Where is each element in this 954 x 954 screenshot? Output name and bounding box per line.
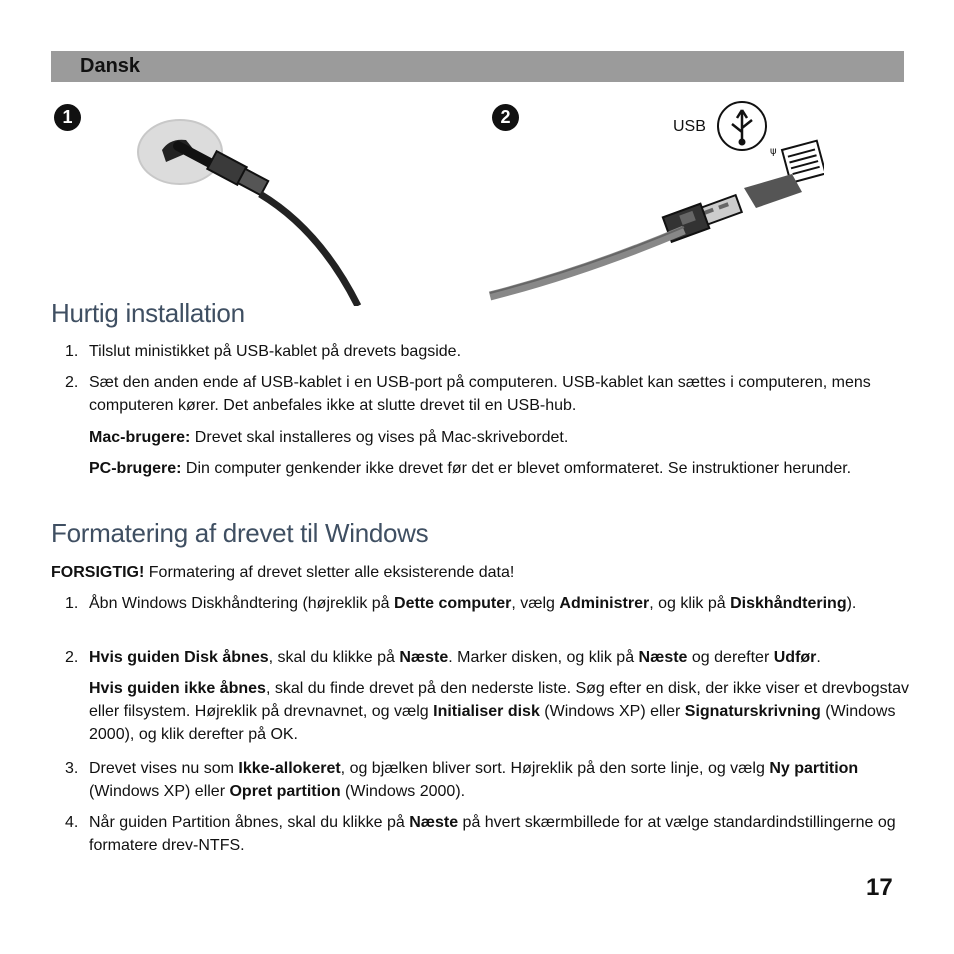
mac-users-note: Mac-brugere: Drevet skal installeres og vises på Mac-skrivebordet.: [89, 429, 569, 446]
mini-usb-drive-illustration: [130, 110, 370, 306]
usb-cable: [260, 194, 358, 306]
insert-arrow-icon: [744, 174, 802, 208]
list-item-continuation: Hvis guiden ikke åbnes, skal du finde drevet på den nederste liste. Søg efter en disk, der ikke viser et drevbogstav eller filsystem. Højreklik på drevnavnet, og vælg Initialiser disk (Windows XP) eller Signaturskrivning (Windows 2000), og klik derefter på OK.: [89, 680, 909, 743]
language-header-bar: [51, 51, 904, 82]
small-usb-icon: ψ: [770, 146, 777, 157]
page-number: 17: [866, 874, 893, 901]
caution-note: FORSIGTIG! Formatering af drevet sletter alle eksisterende data!: [51, 564, 515, 581]
usb-label: USB: [673, 118, 706, 135]
language-label: Dansk: [80, 55, 141, 77]
section-title-quick-install: Hurtig installation: [51, 298, 245, 328]
pc-users-note: PC-brugere: Din computer genkender ikke drevet før det er blevet omformateret. Se instruktioner herunder.: [89, 460, 852, 477]
section-title-format-windows: Formatering af drevet til Windows: [51, 518, 429, 548]
step-2-badge: 2: [492, 104, 519, 131]
usb-port-illustration: [484, 92, 824, 306]
step-1-badge: 1: [54, 104, 81, 131]
